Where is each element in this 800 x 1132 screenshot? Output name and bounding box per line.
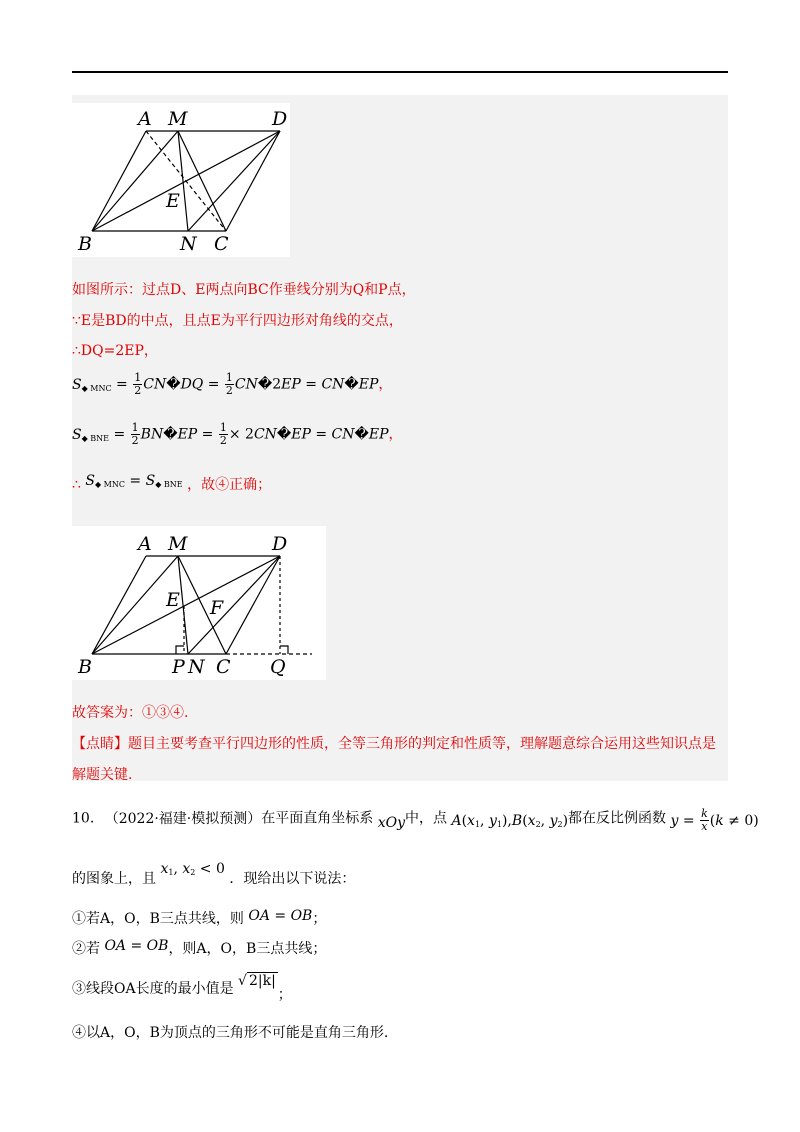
statement-4: ④以A，O，B为顶点的三角形不可能是直角三角形. [72, 1025, 389, 1041]
label-e: E [166, 589, 180, 611]
coord-system: xOy [377, 814, 405, 831]
proof-line-3: ∴DQ=2EP， [72, 343, 158, 359]
statement-1: ①若A，O，B三点共线，则 OA = OB； [72, 908, 327, 927]
label-c: C [216, 656, 231, 678]
comment-tag: 【点睛】 [72, 736, 128, 752]
question-line-1: 10. （2022·福建·模拟预测）在平面直角坐标系 xOy中，点 $A(x_1$, $y_1),B(x_2$, $y_2$)都在反比例函数 y = $\frac{k}{x}$ (k ≠ 0) [72, 807, 759, 833]
label-m: M [168, 108, 188, 130]
statement-3: ③线段OA长度的最小值是 √ 2|k|； [72, 973, 292, 1003]
parallelogram-figure-1 [72, 103, 290, 257]
label-q: Q [270, 656, 286, 678]
label-m: M [168, 533, 188, 555]
label-a: A [138, 533, 152, 555]
area-formula-mnc: $S_{◆ MNC}$ = $\frac{1}{2}$ CN�DQ = $\frac{1}{2}$ CN�2EP = CN�EP， [72, 371, 393, 397]
final-answer: 故答案为：①③④. [72, 705, 189, 721]
area1-tail: ， [378, 376, 393, 393]
statement-2: ②若 OA = OB，则A，O，B三点共线； [72, 938, 327, 957]
comment-line-2: 解题关键. [72, 767, 133, 783]
parallelogram-figure-2 [72, 526, 326, 680]
label-e: E [166, 190, 180, 212]
area-conclusion: ∴ $S_{◆ MNC} = S_{◆ BNE}$ ，故④正确； [72, 473, 272, 493]
s3-math: 2|k| [248, 973, 276, 989]
label-a: A [138, 108, 152, 130]
s1-math: OA = OB [248, 908, 313, 924]
conclusion-text: ，故④正确； [187, 477, 272, 493]
label-d: D [272, 108, 288, 130]
label-b: B [78, 233, 92, 255]
proof-line-2: ∵E是BD的中点，且点E为平行四边形对角线的交点， [72, 313, 403, 329]
label-n: N [180, 233, 197, 255]
label-b: B [78, 656, 92, 678]
therefore-sign: ∴ [72, 477, 81, 493]
s2-math: OA = OB [104, 938, 169, 954]
label-c: C [214, 233, 229, 255]
label-d: D [272, 533, 288, 555]
question-number: 10. [72, 810, 95, 827]
label-p: P [172, 656, 185, 678]
label-n: N [188, 656, 205, 678]
proof-line-1: 如图所示：过点D、E两点向BC作垂线分别为Q和P点， [72, 282, 416, 298]
label-f: F [210, 597, 224, 619]
question-source: （2022·福建·模拟预测） [104, 810, 262, 827]
header-rule [72, 71, 728, 73]
area-formula-bne: $S_{◆ BNE}$ = $\frac{1}{2}$ BN�EP = $\frac{1}{2}$ × 2CN�EP = CN�EP， [72, 421, 403, 447]
comment-text: 题目主要考查平行四边形的性质，全等三角形的判定和性质等，理解题意综合运用这些知识点是 [128, 736, 716, 752]
area2-tail: ， [388, 426, 403, 443]
comment-line-1 [72, 733, 716, 753]
question-line-2: 的图象上，且 $x_1$, $x_2 < 0$ ．现给出以下说法： [72, 861, 356, 887]
